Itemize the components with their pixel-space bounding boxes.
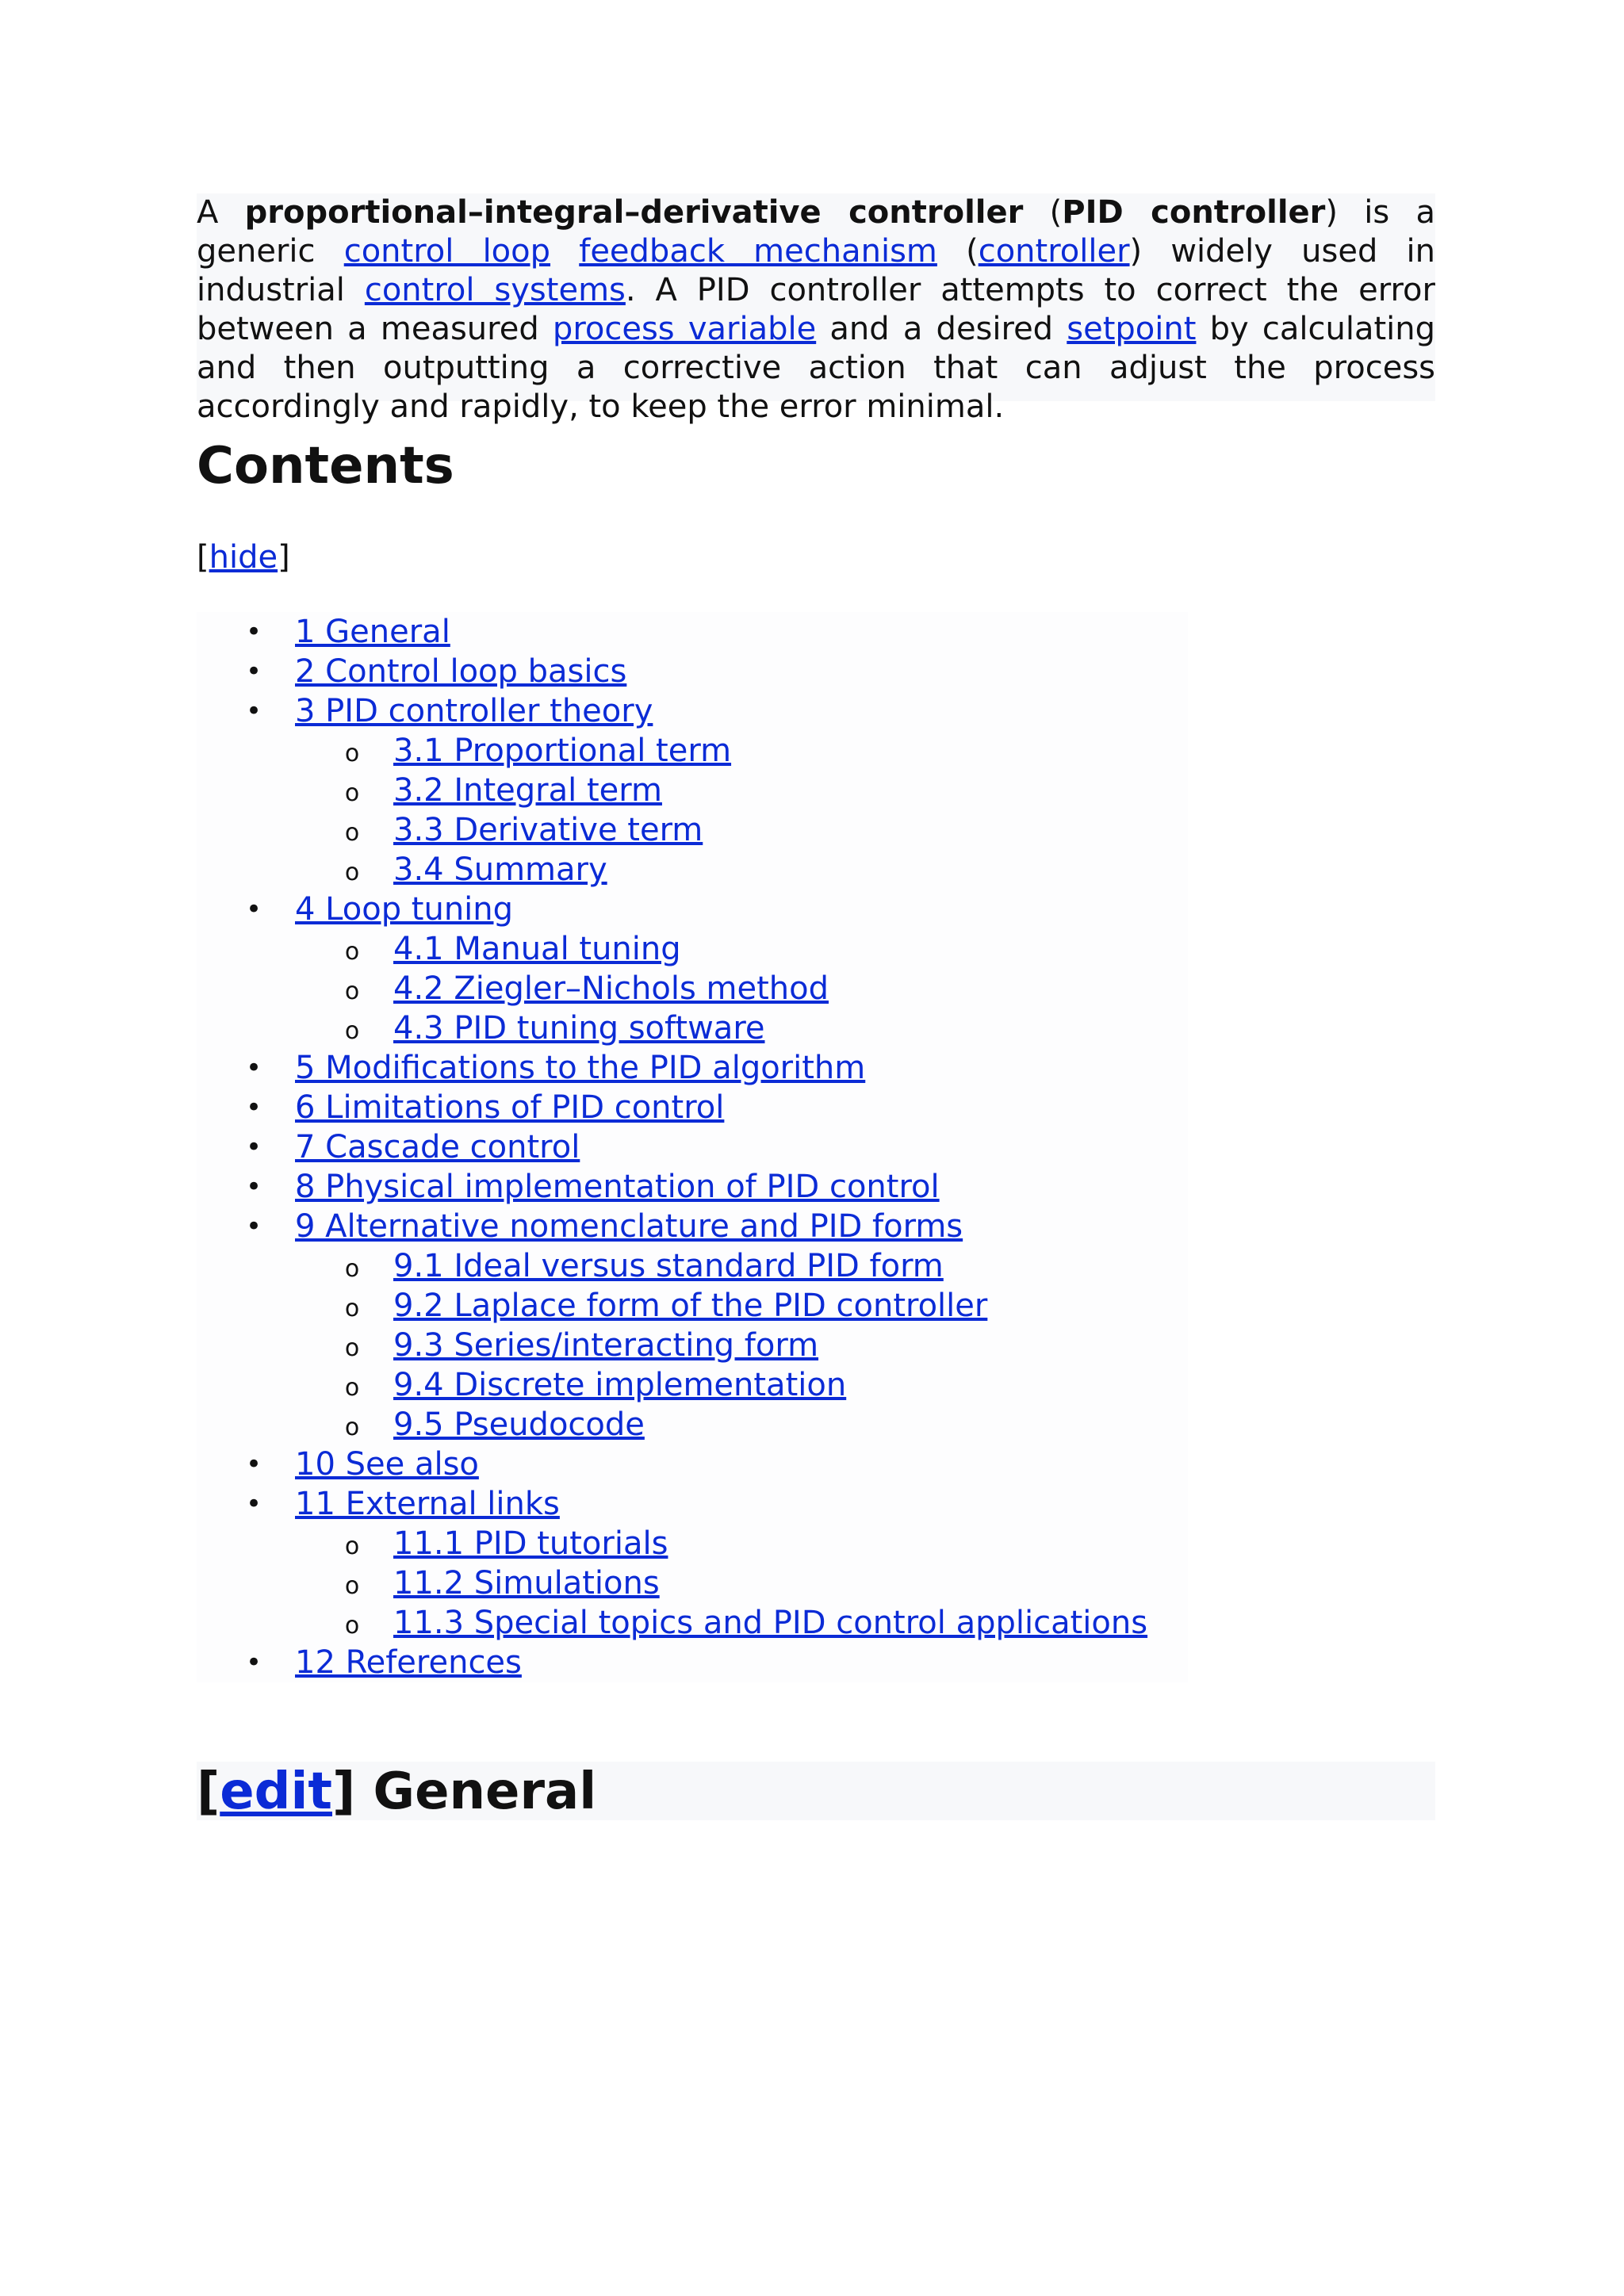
link-control-loop[interactable]: control loop xyxy=(343,233,551,270)
intro-bold-abbrev: PID controller xyxy=(1062,194,1326,231)
link-process-variable[interactable]: process variable xyxy=(552,311,817,347)
toc-link[interactable]: 3.2 Integral term xyxy=(393,772,662,809)
bracket-open: [ xyxy=(197,1762,220,1821)
toc-item xyxy=(197,691,1188,731)
section-title: General xyxy=(355,1762,597,1821)
bullet-dot-icon: • xyxy=(246,1131,262,1163)
toc-item xyxy=(197,1167,1188,1207)
bullet-dot-icon: • xyxy=(246,1052,262,1084)
bullet-dot-icon: • xyxy=(246,1448,262,1480)
toc-item xyxy=(197,1603,1188,1643)
link-setpoint[interactable]: setpoint xyxy=(1067,311,1197,347)
bullet-circle-icon: o xyxy=(344,1295,360,1322)
bullet-circle-icon: o xyxy=(344,1374,360,1402)
bullet-dot-icon: • xyxy=(246,1647,262,1678)
toc-item xyxy=(197,652,1188,691)
toc-link[interactable]: 4 Loop tuning xyxy=(295,891,514,928)
toc-item xyxy=(197,1088,1188,1127)
bullet-dot-icon: • xyxy=(246,656,262,687)
bullet-circle-icon: o xyxy=(344,1612,360,1640)
edit-link[interactable]: edit xyxy=(220,1762,332,1821)
bullet-circle-icon: o xyxy=(344,1334,360,1362)
bullet-circle-icon: o xyxy=(344,819,360,847)
toc-item xyxy=(197,1008,1188,1048)
toc-link[interactable]: 5 Modifications to the PID algorithm xyxy=(295,1050,866,1086)
intro-text: by calculating and then outputting a corrective action that can adjust the process accordingly and rapidly, to keep the error minimal. xyxy=(197,311,1436,425)
toc-item xyxy=(197,731,1188,771)
toc-link[interactable]: 8 Physical implementation of PID control xyxy=(295,1169,940,1205)
toc-item xyxy=(197,850,1188,890)
toc-link[interactable]: 11.1 PID tutorials xyxy=(393,1525,668,1562)
toc-item xyxy=(197,1048,1188,1088)
toc-link[interactable]: 3.1 Proportional term xyxy=(393,733,732,769)
toc-link[interactable]: 9 Alternative nomenclature and PID forms xyxy=(295,1208,963,1245)
intro-text: ) widely used in industrial xyxy=(197,233,1435,308)
contents-title: Contents xyxy=(197,437,454,496)
bullet-circle-icon: o xyxy=(344,740,360,767)
toc-item xyxy=(197,1445,1188,1484)
toc-link[interactable]: 11.3 Special topics and PID control applications xyxy=(393,1605,1148,1641)
bullet-circle-icon: o xyxy=(344,779,360,807)
bullet-dot-icon: • xyxy=(246,1171,262,1203)
toc-link[interactable]: 4.1 Manual tuning xyxy=(393,931,681,967)
bullet-circle-icon: o xyxy=(344,978,360,1005)
bracket-close: ] xyxy=(332,1762,356,1821)
toc-link[interactable]: 3.4 Summary xyxy=(393,851,607,888)
toc-link[interactable]: 12 References xyxy=(295,1644,522,1681)
toc-item xyxy=(197,1286,1188,1326)
bullet-circle-icon: o xyxy=(344,1017,360,1045)
toc-link[interactable]: 6 Limitations of PID control xyxy=(295,1089,725,1126)
toc-item xyxy=(197,1484,1188,1524)
toc-link[interactable]: 3 PID controller theory xyxy=(295,693,653,729)
intro-bold-term: proportional–integral–derivative controller xyxy=(244,194,1024,231)
intro-text: ( xyxy=(936,233,979,270)
toc-link[interactable]: 9.4 Discrete implementation xyxy=(393,1367,847,1403)
toc-item xyxy=(197,1127,1188,1167)
toc-item xyxy=(197,1405,1188,1445)
toc-link[interactable]: 9.1 Ideal versus standard PID form xyxy=(393,1248,944,1284)
toc-item xyxy=(197,929,1188,969)
intro-paragraph xyxy=(197,193,1435,427)
bullet-dot-icon: • xyxy=(246,1211,262,1242)
toc-item xyxy=(197,612,1188,652)
toc-item xyxy=(197,890,1188,929)
bracket-close: ] xyxy=(278,539,290,576)
bullet-circle-icon: o xyxy=(344,1255,360,1283)
toc-item xyxy=(197,1524,1188,1563)
toc-link[interactable]: 11.2 Simulations xyxy=(393,1565,660,1601)
intro-text: ) is a generic xyxy=(197,194,1436,270)
intro-text xyxy=(550,233,579,270)
link-control-systems[interactable]: control systems xyxy=(364,272,626,308)
toc-item xyxy=(197,1246,1188,1286)
toc-link[interactable]: 10 See also xyxy=(295,1446,479,1483)
toc-link[interactable]: 7 Cascade control xyxy=(295,1129,580,1165)
section-heading-general xyxy=(197,1762,1435,1820)
toc-link[interactable]: 11 External links xyxy=(295,1486,560,1522)
bullet-circle-icon: o xyxy=(344,1414,360,1441)
toc-link[interactable]: 9.5 Pseudocode xyxy=(393,1406,645,1443)
toc-item xyxy=(197,1563,1188,1603)
bullet-dot-icon: • xyxy=(246,894,262,925)
intro-text: . A PID controller attempts to correct the error between a measured xyxy=(197,272,1435,347)
link-controller[interactable]: controller xyxy=(978,233,1130,270)
toc-link[interactable]: 3.3 Derivative term xyxy=(393,812,703,848)
toc-item xyxy=(197,771,1188,810)
hide-link[interactable]: hide xyxy=(209,539,278,576)
bullet-circle-icon: o xyxy=(344,938,360,966)
toc-link[interactable]: 2 Control loop basics xyxy=(295,653,627,690)
toc-link[interactable]: 9.3 Series/interacting form xyxy=(393,1327,819,1364)
toc-item xyxy=(197,810,1188,850)
toc-item xyxy=(197,1326,1188,1365)
bracket-open: [ xyxy=(197,539,209,576)
toc-item xyxy=(197,1643,1188,1682)
bullet-dot-icon: • xyxy=(246,1488,262,1520)
bullet-circle-icon: o xyxy=(344,1533,360,1560)
intro-text: A xyxy=(197,194,245,231)
bullet-circle-icon: o xyxy=(344,859,360,886)
table-of-contents xyxy=(197,612,1188,1682)
toc-hide-toggle xyxy=(197,538,290,577)
bullet-dot-icon: • xyxy=(246,616,262,648)
toc-link[interactable]: 1 General xyxy=(295,614,450,650)
intro-text: and a desired xyxy=(816,311,1067,347)
intro-text: ( xyxy=(1023,194,1063,231)
toc-link[interactable]: 4.2 Ziegler–Nichols method xyxy=(393,970,829,1007)
bullet-dot-icon: • xyxy=(246,695,262,727)
toc-link[interactable]: 4.3 PID tuning software xyxy=(393,1010,765,1047)
toc-item xyxy=(197,1207,1188,1246)
toc-item xyxy=(197,969,1188,1008)
bullet-circle-icon: o xyxy=(344,1572,360,1600)
toc-item xyxy=(197,1365,1188,1405)
intro-block xyxy=(197,193,1436,425)
bullet-dot-icon: • xyxy=(246,1092,262,1123)
link-feedback-mechanism[interactable]: feedback mechanism xyxy=(579,233,937,270)
toc-link[interactable]: 9.2 Laplace form of the PID controller xyxy=(393,1288,988,1324)
